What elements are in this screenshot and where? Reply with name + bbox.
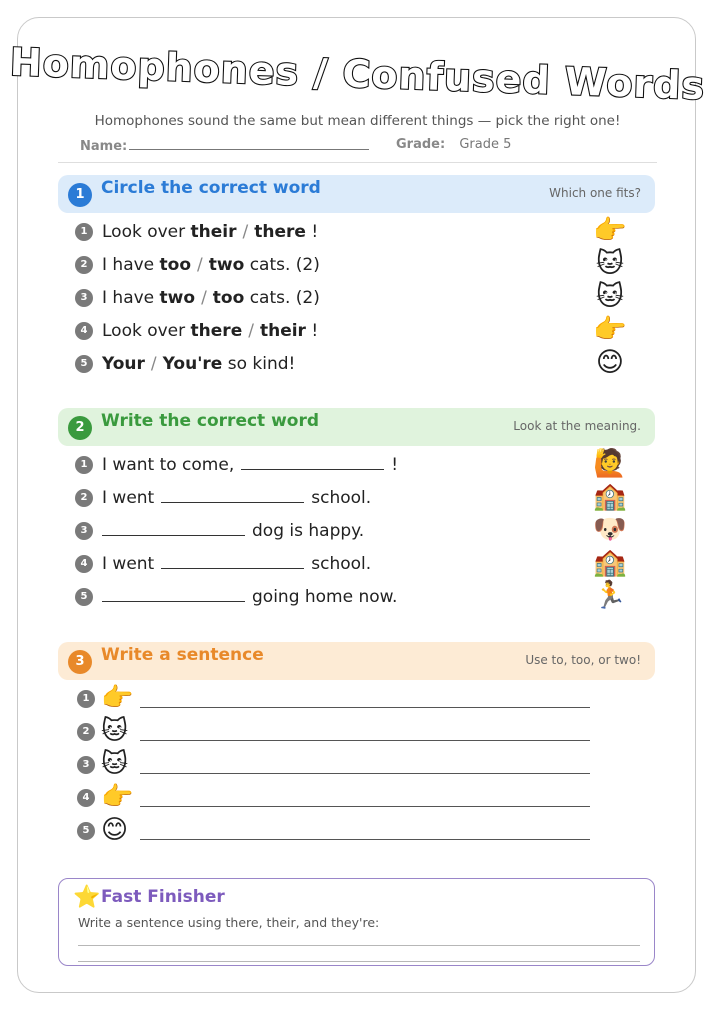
pointing-hand-icon: 👉 xyxy=(101,782,134,812)
question-text xyxy=(102,285,320,311)
grade-field xyxy=(396,137,511,152)
sentence-end: dog is happy. xyxy=(252,521,365,541)
answer-blank[interactable] xyxy=(161,486,304,503)
name-field[interactable] xyxy=(80,137,369,154)
choice-separator: / xyxy=(150,354,157,374)
page-subtitle: Homophones sound the same but mean different things — pick the right one! xyxy=(94,113,621,129)
sentence-end: ! xyxy=(305,222,319,242)
question-item xyxy=(75,551,575,577)
sentence-number: 5 xyxy=(77,822,95,840)
answer-line[interactable] xyxy=(78,945,640,946)
sentence-start: I want to come, xyxy=(102,455,235,475)
sentence-end: school. xyxy=(311,554,372,574)
fast-finisher-title: Fast Finisher xyxy=(101,887,225,907)
question-number: 3 xyxy=(75,522,93,540)
sentence-line[interactable] xyxy=(140,839,590,840)
section-3-hint: Use to, too, or two! xyxy=(525,653,641,667)
choice-separator: / xyxy=(248,321,254,341)
choice-word[interactable]: their xyxy=(190,222,237,242)
answer-blank[interactable] xyxy=(102,519,245,536)
question-text xyxy=(102,485,371,511)
name-label: Name: xyxy=(80,139,128,154)
sentence-end: so kind! xyxy=(222,354,296,374)
choice-word[interactable]: You're xyxy=(162,354,223,374)
school-icon: 🏫 xyxy=(593,481,627,512)
section-1-number: 1 xyxy=(68,183,92,207)
pointing-hand-icon: 👉 xyxy=(593,215,627,246)
choice-word[interactable]: two xyxy=(208,255,245,275)
question-text xyxy=(102,584,397,610)
section-1-hint: Which one fits? xyxy=(549,186,641,200)
star-icon: ⭐ xyxy=(73,885,101,910)
question-text xyxy=(102,219,318,245)
question-number: 5 xyxy=(75,588,93,606)
section-2-number: 2 xyxy=(68,416,92,440)
question-number: 4 xyxy=(75,322,93,340)
fast-finisher-box xyxy=(58,878,655,966)
name-line[interactable] xyxy=(129,137,369,150)
section-3-header xyxy=(58,642,655,680)
choice-word[interactable]: there xyxy=(190,321,243,341)
smiling-face-icon: 😊 xyxy=(101,815,129,845)
sentence-end: cats. (2) xyxy=(244,255,320,275)
question-text xyxy=(102,252,320,278)
section-2-hint: Look at the meaning. xyxy=(513,419,641,433)
sentence-line[interactable] xyxy=(140,773,590,774)
sentence-number: 2 xyxy=(77,723,95,741)
question-item xyxy=(75,485,575,511)
question-number: 2 xyxy=(75,256,93,274)
question-number: 4 xyxy=(75,555,93,573)
question-text xyxy=(102,452,398,478)
person-raising-hand-icon: 🙋 xyxy=(593,448,627,479)
choice-separator: / xyxy=(242,222,249,242)
section-2-header xyxy=(58,408,655,446)
question-text xyxy=(102,351,295,377)
pointing-hand-icon: 👉 xyxy=(101,683,134,713)
person-running-icon: 🏃 xyxy=(593,580,627,611)
cat-face-icon: 🐱 xyxy=(101,749,129,779)
choice-word[interactable]: too xyxy=(212,288,245,308)
fast-finisher-instruction: Write a sentence using there, their, and they're: xyxy=(78,915,380,930)
sentence-end: school. xyxy=(311,488,372,508)
header-divider xyxy=(58,162,657,163)
sentence-end: cats. (2) xyxy=(244,288,320,308)
sentence-line[interactable] xyxy=(140,707,590,708)
choice-word[interactable]: too xyxy=(159,255,192,275)
section-1-header xyxy=(58,175,655,213)
question-text xyxy=(102,518,364,544)
choice-word[interactable]: Your xyxy=(102,354,145,374)
question-item xyxy=(75,252,635,278)
cat-face-icon: 🐱 xyxy=(595,248,625,279)
section-2-title: Write the correct word xyxy=(101,411,320,431)
question-item xyxy=(75,452,575,478)
sentence-start: Look over xyxy=(102,321,191,341)
question-number: 1 xyxy=(75,223,93,241)
section-3-title: Write a sentence xyxy=(101,645,264,665)
pointing-hand-icon: 👉 xyxy=(593,314,627,345)
answer-blank[interactable] xyxy=(241,453,384,470)
grade-label: Grade: xyxy=(396,137,446,152)
question-item xyxy=(75,584,575,610)
sentence-number: 1 xyxy=(77,690,95,708)
choice-separator: / xyxy=(197,255,203,275)
question-text xyxy=(102,551,371,577)
question-number: 3 xyxy=(75,289,93,307)
question-item xyxy=(75,285,635,311)
question-number: 2 xyxy=(75,489,93,507)
question-item xyxy=(75,318,635,344)
sentence-start: I went xyxy=(102,554,155,574)
grade-value: Grade 5 xyxy=(459,137,512,152)
choice-separator: / xyxy=(201,288,207,308)
sentence-end: going home now. xyxy=(252,587,398,607)
sentence-end: ! xyxy=(305,321,319,341)
section-3-number: 3 xyxy=(68,650,92,674)
answer-line[interactable] xyxy=(78,961,640,962)
sentence-start: I have xyxy=(102,288,160,308)
answer-blank[interactable] xyxy=(102,585,245,602)
smiling-face-icon: 😊 xyxy=(595,347,625,378)
sentence-number: 3 xyxy=(77,756,95,774)
choice-word[interactable]: two xyxy=(159,288,196,308)
dog-face-icon: 🐶 xyxy=(593,514,627,545)
answer-blank[interactable] xyxy=(161,552,304,569)
question-item xyxy=(75,219,635,245)
sentence-start: I have xyxy=(102,255,160,275)
choice-word[interactable]: there xyxy=(254,222,306,242)
school-icon: 🏫 xyxy=(593,547,627,578)
cat-face-icon: 🐱 xyxy=(595,281,625,312)
question-number: 1 xyxy=(75,456,93,474)
cat-face-icon: 🐱 xyxy=(101,716,129,746)
choice-word[interactable]: their xyxy=(259,321,306,341)
question-item xyxy=(75,518,575,544)
question-number: 5 xyxy=(75,355,93,373)
section-1-title: Circle the correct word xyxy=(101,178,321,198)
question-text xyxy=(102,318,318,344)
sentence-line[interactable] xyxy=(140,806,590,807)
question-item xyxy=(75,351,635,377)
sentence-number: 4 xyxy=(77,789,95,807)
sentence-end: ! xyxy=(391,455,399,475)
sentence-start: I went xyxy=(102,488,155,508)
sentence-start: Look over xyxy=(102,222,191,242)
sentence-line[interactable] xyxy=(140,740,590,741)
page-title: Homophones / Confused Words xyxy=(9,39,706,109)
